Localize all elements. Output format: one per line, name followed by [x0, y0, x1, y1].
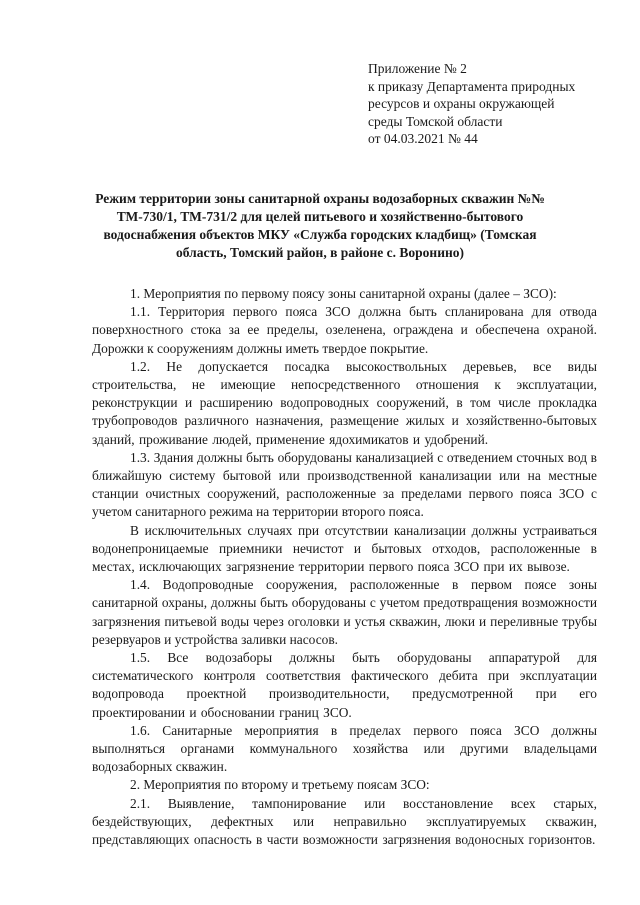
document-body: [92, 285, 597, 849]
appendix-line-4: среды Томской области: [368, 113, 503, 129]
appendix-line-2: к приказу Департамента природных: [368, 78, 576, 94]
appendix-line-5: от 04.03.2021 № 44: [368, 131, 478, 146]
paragraph-1-1: 1.1. Территория первого пояса ЗСО должна быть спланирована для отвода поверхностного стока за ее пределы, озеленена, ограждена и обеспечена охраной. Дорожки к сооружениям должны иметь твердое покрытие.: [92, 304, 597, 356]
paragraph-2: 2. Мероприятия по второму и третьему поясам ЗСО:: [130, 777, 430, 793]
paragraph-1-5: 1.5. Все водозаборы должны быть оборудованы аппаратурой для систематического контроля соответствия фактического дебита при эксплуатации водопровода проектной производительности, предусмотренной при его проектировании и обосновании границ ЗСО.: [92, 650, 597, 720]
paragraph-1-2: 1.2. Не допускается посадка высокоствольных деревьев, все виды строительства, не имеющие непосредственного отношения к эксплуатации, реконструкции и расширению водопроводных сооружений, в том числе прокладка трубопроводов различного назначения, размещение жилых и хозяйственно-бытовых зданий, проживание людей, применение ядохимикатов и удобрений.: [92, 358, 597, 447]
paragraph-1-3-b: В исключительных случаях при отсутствии канализации должны устраиваться водонепроницаемые приемники нечистот и бытовых отходов, расположенные в местах, исключающих загрязнение территории первого пояса ЗСО при их вывозе.: [92, 522, 597, 575]
paragraph-1-4: 1.4. Водопроводные сооружения, расположенные в первом поясе зоны санитарной охраны, должны быть оборудованы с учетом предотвращения возможности загрязнения питьевой воды через оголовки и устья скважин, люки и переливные трубы резервуаров и устройства заливки насосов.: [92, 577, 597, 647]
appendix-header: [368, 60, 598, 148]
appendix-line-1: Приложение № 2: [368, 61, 467, 76]
paragraph-2-1: 2.1. Выявление, тампонирование или восстановление всех старых, бездействующих, дефектных или неправильно эксплуатируемых скважин, представляющих опасность в части возможности загрязнения водоносных горизонтов.: [92, 795, 597, 848]
appendix-line-3: ресурсов и охраны окружающей: [368, 96, 555, 111]
paragraph-1: 1. Мероприятия по первому поясу зоны санитарной охраны (далее – ЗСО):: [130, 286, 557, 301]
paragraph-1-3: 1.3. Здания должны быть оборудованы канализацией с отведением сточных вод в ближайшую систему бытовой или производственной канализации или на местные станции очистных сооружений, расположенные за пределами первого пояса ЗСО с учетом санитарного режима на территории второго пояса.: [92, 449, 597, 520]
document-title: Режим территории зоны санитарной охраны водозаборных скважин №№ ТМ-730/1, ТМ-731/2 для целей питьевого и хозяйственно-бытового водоснабжения объектов МКУ «Служба городских кладбищ» (Томская область, Томский район, в районе с. Воронино): [95, 191, 545, 260]
paragraph-1-6: 1.6. Санитарные мероприятия в пределах первого пояса ЗСО должны выполняться органами коммунального хозяйства или другими владельцами водозаборных скважин.: [92, 722, 597, 775]
